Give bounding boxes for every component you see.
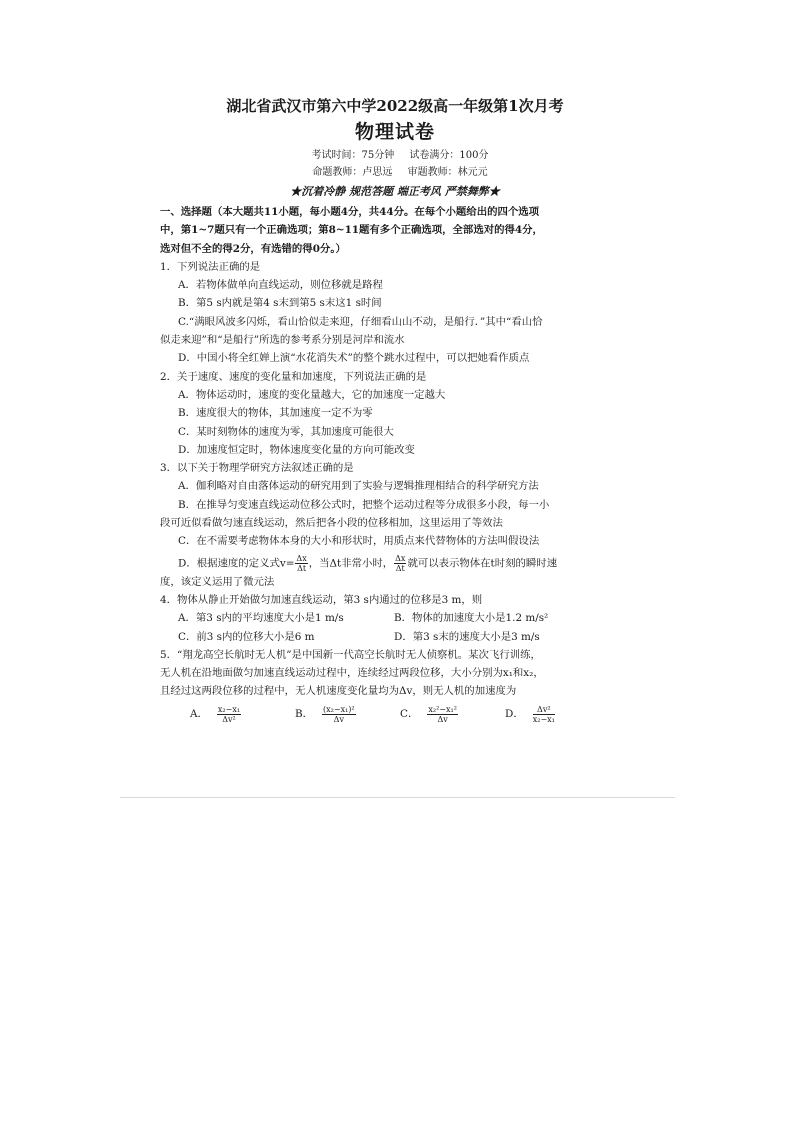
option-c	[400, 705, 505, 724]
fraction	[394, 554, 406, 573]
option-c-cont: 似走来迎”和“是船行”所选的参考系分别是河岸和流水	[160, 334, 405, 347]
question-stem: 4．物体从静止开始做匀加速直线运动，第3 s内通过的位移是3 m，则	[160, 593, 483, 606]
option-b	[295, 705, 400, 724]
question-stem: 1．下列说法正确的是	[160, 260, 261, 273]
option-a	[190, 705, 295, 724]
question-1	[160, 258, 610, 368]
fraction-denominator: x₂−x₁	[532, 714, 555, 724]
option-c: C．在不需要考虑物体本身的大小和形状时，用质点来代替物体的方法叫假设法	[178, 535, 540, 548]
option-row	[160, 628, 610, 646]
exam-slogan: ★沉着冷静 规范答题 端正考风 严禁舞弊★	[290, 185, 500, 198]
option-d	[505, 705, 610, 724]
option-b: B．在推导匀变速直线运动位移公式时，把整个运动过程等分成很多小段，每一小	[178, 498, 550, 511]
option-label: C．	[400, 708, 419, 721]
instruction-line: 中，第1~7题只有一个正确选项；第8~11题有多个正确选项，全部选对的得4分，	[160, 224, 543, 237]
question-stem: 5．“翔龙高空长航时无人机”是中国新一代高空长航时无人侦察机。某次飞行训练，	[160, 648, 541, 661]
fraction	[322, 705, 356, 724]
fraction-denominator: Δv	[333, 714, 344, 724]
fraction	[217, 705, 241, 724]
option-b-cont: 段可近似看做匀速直线运动，然后把各小段的位移相加，这里运用了等效法	[160, 517, 503, 530]
question-3	[160, 459, 610, 591]
fraction-denominator: Δv²	[222, 714, 236, 724]
option-row	[160, 609, 610, 627]
question-4	[160, 591, 610, 646]
question-stem: 3．以下关于物理学研究方法叙述正确的是	[160, 462, 354, 475]
exam-meta-row1	[190, 147, 610, 164]
instruction-line: 选对但不全的得2分，有选错的得0分。）	[160, 242, 346, 255]
option-d: D．第3 s末的速度大小是3 m/s	[394, 630, 540, 643]
fraction-numerator: Δx	[395, 553, 406, 563]
option-c: C．某时刻物体的速度为零，其加速度可能很大	[178, 425, 394, 438]
fraction	[533, 705, 555, 724]
fraction-denominator: Δv	[437, 714, 448, 724]
fraction	[295, 554, 307, 573]
option-a: A．物体运动时，速度的变化量越大，它的加速度一定越大	[178, 388, 446, 401]
exam-page	[160, 95, 610, 724]
option-d-text: 就可以表示物体在t时刻的瞬时速	[407, 557, 558, 570]
question-2	[160, 368, 610, 459]
exam-meta-row2	[190, 164, 610, 181]
option-b: B．物体的加速度大小是1.2 m/s²	[394, 612, 549, 625]
option-a: A．若物体做单向直线运动，则位移就是路程	[178, 279, 383, 292]
option-label: A．	[190, 708, 208, 721]
question-5	[160, 646, 610, 724]
fraction-numerator: Δx	[296, 553, 307, 563]
option-label: B．	[295, 708, 314, 721]
instruction-line: 一、选择题（本大题共11小题，每小题4分，共44分。在每个小题给出的四个选项	[160, 206, 540, 218]
option-d	[160, 554, 610, 573]
fraction-numerator: (x₂−x₁)²	[323, 704, 355, 714]
option-c: C．前3 s内的位移大小是6 m	[178, 630, 315, 643]
fraction	[427, 705, 458, 724]
option-d-cont: 度，该定义运用了微元法	[160, 575, 275, 588]
exam-time: 考试时间：75分钟	[311, 150, 395, 161]
reviewer: 审题教师：林元元	[407, 167, 488, 178]
section-instruction	[160, 203, 610, 258]
option-d-text: D．根据速度的定义式v=	[178, 557, 295, 570]
full-score: 试卷满分：100分	[409, 150, 489, 161]
fraction-numerator: Δv²	[533, 705, 555, 715]
author: 命题教师：卢思远	[312, 167, 393, 178]
option-label: D．	[505, 708, 524, 721]
question-stem-cont: 无人机在沿地面做匀加速直线运动过程中，连续经过两段位移，大小分别为x₁和x₂，	[160, 667, 544, 680]
option-a: A．伽利略对自由落体运动的研究用到了实验与逻辑推理相结合的科学研究方法	[178, 480, 539, 493]
exam-subject: 物理试卷	[354, 121, 435, 143]
option-d: D．中国小将全红婵上演“水花消失术”的整个跳水过程中，可以把她看作质点	[178, 352, 530, 365]
option-a: A．第3 s内的平均速度大小是1 m/s	[178, 612, 344, 625]
fraction-numerator: x₂−x₁	[217, 704, 241, 714]
option-d: D．加速度恒定时，物体速度变化量的方向可能改变	[178, 443, 415, 456]
option-b: B．速度很大的物体，其加速度一定不为零	[178, 407, 373, 420]
page-divider	[120, 797, 675, 798]
option-row	[160, 705, 610, 724]
option-d-text: ，当Δt非常小时，	[308, 557, 394, 570]
exam-title: 湖北省武汉市第六中学2022级高一年级第1次月考	[226, 97, 564, 115]
fraction-denominator: Δt	[395, 563, 405, 573]
fraction-numerator: x₂²−x₁²	[428, 704, 457, 714]
option-c: C.“满眼风波多闪烁，看山恰似走来迎，仔细看山山不动，是船行．”其中“看山恰	[178, 315, 543, 328]
option-b: B．第5 s内就是第4 s末到第5 s末这1 s时间	[178, 297, 382, 310]
fraction-denominator: Δt	[297, 563, 307, 573]
question-stem-cont: 且经过这两段位移的过程中，无人机速度变化量均为Δv，则无人机的加速度为	[160, 685, 517, 698]
question-stem: 2．关于速度、速度的变化量和加速度，下列说法正确的是	[160, 370, 427, 383]
